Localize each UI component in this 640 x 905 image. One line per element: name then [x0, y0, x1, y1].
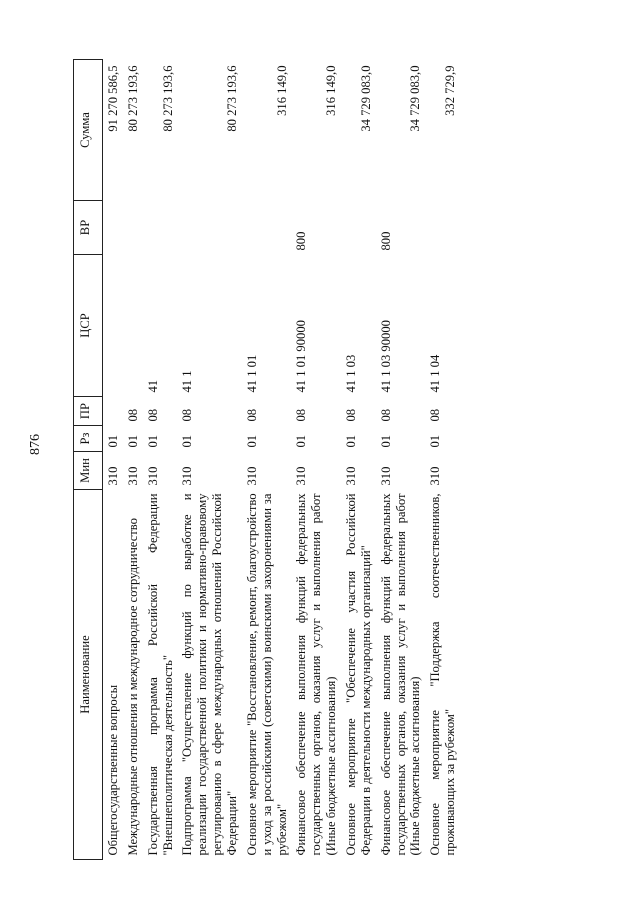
row-sum: 80 273 193,6: [160, 65, 175, 132]
row-name: Финансовое обеспечение выполнения функций федеральных государственных органов, оказания услуг и выполнения работ (Иные бюджетные ассигнования): [378, 493, 423, 856]
header-sum: Сумма: [74, 60, 103, 201]
row-pr: [103, 397, 123, 426]
row-name: Государственная программа Российской Федерации "Внешнеполитическая деятельность": [145, 493, 175, 856]
page-number: 876: [28, 434, 43, 455]
row-min: 310: [344, 466, 359, 486]
row-csr: 41: [145, 379, 160, 393]
row-pr: 08: [180, 408, 195, 422]
table-row: [242, 60, 292, 860]
row-rz: 01: [145, 434, 160, 448]
header-pr: ПР: [74, 397, 103, 426]
row-sum: 316 149,0: [324, 65, 339, 116]
row-sum: 34 729 083,0: [408, 65, 423, 132]
row-min: 310: [428, 466, 443, 486]
row-name: Общегосударственные вопросы: [106, 684, 120, 856]
row-min: 310: [378, 466, 393, 486]
row-name: Основное мероприятие "Обеспечение участия Российской Федерации в деятельности международных организаций": [344, 493, 373, 856]
row-csr: 41 1 01: [244, 354, 259, 393]
table-row: [425, 60, 460, 860]
row-pr: 08: [125, 408, 140, 422]
row-rz: 01: [294, 434, 309, 448]
table-row: [103, 60, 123, 860]
header-min: Мин: [74, 452, 103, 490]
row-pr: 08: [294, 408, 309, 422]
header-vr: ВР: [74, 201, 103, 255]
row-pr: 08: [344, 408, 359, 422]
row-vr: [143, 201, 178, 255]
row-name: Подпрограмма "Осуществление функций по выработке и реализации государственной политики и нормативно-правовому регулированию в сфере международных отношений Российской Федерации": [180, 493, 240, 856]
row-pr: 08: [378, 408, 393, 422]
row-csr: 41 1 03 90000: [378, 320, 393, 393]
row-rz: 01: [344, 434, 359, 448]
row-rz: 01: [428, 434, 443, 448]
row-min: 310: [294, 466, 309, 486]
row-vr: [242, 201, 292, 255]
table-row: [376, 60, 426, 860]
row-name: Основное мероприятие "Восстановление, ремонт, благоустройство и уход за российскими (советскими) воинскими захоронениями за рубежом": [244, 493, 289, 856]
row-name: Основное мероприятие "Поддержка соотечественников, проживающих за рубежом": [428, 493, 458, 856]
row-vr: [425, 201, 460, 255]
row-vr: [103, 201, 123, 255]
row-sum: 91 270 586,5: [106, 65, 120, 132]
row-name: Финансовое обеспечение выполнения функций федеральных государственных органов, оказания услуг и выполнения работ (Иные бюджетные ассигнования): [294, 493, 339, 856]
row-pr: 08: [145, 408, 160, 422]
row-rz: 01: [378, 434, 393, 448]
row-vr: 800: [378, 231, 393, 251]
row-sum: 80 273 193,6: [225, 65, 240, 132]
row-rz: 01: [106, 434, 120, 448]
row-vr: 800: [294, 231, 309, 251]
row-csr: 41 1 01 90000: [294, 320, 309, 393]
budget-table-page: [73, 60, 573, 860]
header-csr: ЦСР: [74, 255, 103, 397]
header-rz: Рз: [74, 426, 103, 452]
row-min: 310: [125, 466, 140, 486]
table-row: [123, 60, 143, 860]
row-vr: [341, 201, 376, 255]
table-row: [341, 60, 376, 860]
row-name: Международные отношения и международное сотрудничество: [125, 518, 140, 856]
row-pr: 08: [244, 408, 259, 422]
table-row: [291, 60, 341, 860]
row-min: 310: [106, 466, 120, 486]
row-min: 310: [180, 466, 195, 486]
row-csr: 41 1 03: [344, 354, 359, 393]
row-sum: 332 729,9: [443, 65, 458, 116]
table-row: [143, 60, 178, 860]
table-header-row: [74, 60, 103, 860]
row-rz: 01: [180, 434, 195, 448]
row-min: 310: [145, 466, 160, 486]
row-rz: 01: [125, 434, 140, 448]
row-csr: 41 1 04: [428, 354, 443, 393]
row-min: 310: [244, 466, 259, 486]
table-row: [177, 60, 241, 860]
row-csr: [103, 255, 123, 397]
row-rz: 01: [244, 434, 259, 448]
row-sum: 316 149,0: [274, 65, 289, 116]
budget-table: [73, 59, 460, 860]
row-sum: 80 273 193,6: [125, 65, 140, 132]
row-pr: 08: [428, 408, 443, 422]
row-vr: [123, 201, 143, 255]
row-csr: [123, 255, 143, 397]
row-csr: 41 1: [180, 370, 195, 393]
header-name: Наименование: [74, 490, 103, 860]
row-vr: [177, 201, 241, 255]
row-sum: 34 729 083,0: [358, 65, 373, 132]
